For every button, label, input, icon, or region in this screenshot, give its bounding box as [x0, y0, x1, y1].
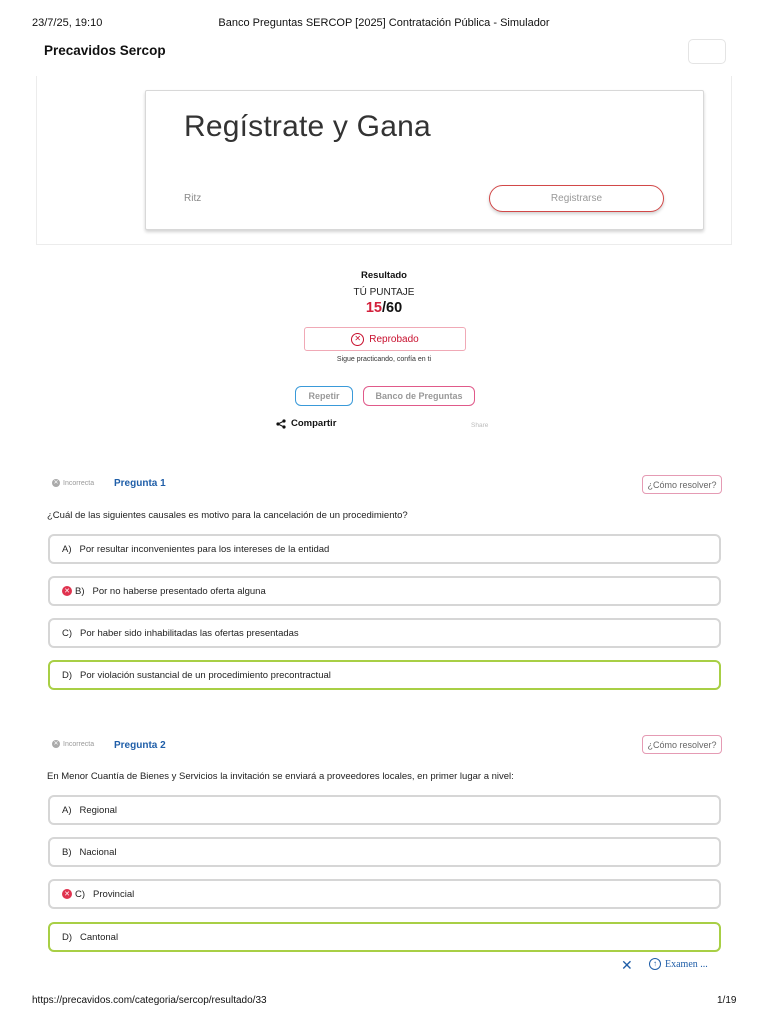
share-button[interactable] [276, 418, 336, 429]
score-obtained: 15 [365, 300, 382, 316]
option-letter: A) [62, 804, 72, 816]
option-text: Por no haberse presentado oferta alguna [92, 585, 266, 597]
question-bank-button[interactable]: Banco de Preguntas [363, 386, 475, 406]
incorrect-icon: ✕ [53, 480, 59, 486]
print-footer-url: https://precavidos.com/categoria/sercop/resultado/33 [32, 995, 267, 1006]
how-to-solve-button[interactable]: ¿Cómo resolver? [642, 475, 722, 494]
option-letter: B) [75, 585, 85, 597]
question-status [52, 479, 94, 487]
question-text: ¿Cuál de las siguientes causales es motivo para la cancelación de un procedimiento? [47, 510, 408, 521]
option-letter: D) [62, 931, 73, 943]
option-letter: A) [62, 543, 72, 555]
score [0, 300, 768, 316]
question-number: Pregunta 1 [114, 478, 166, 489]
option-text: Por haber sido inhabilitadas las ofertas presentadas [80, 627, 299, 639]
share-label: Compartir [291, 418, 337, 429]
option-letter: B) [62, 846, 72, 858]
share-icon [276, 419, 286, 429]
print-footer-page: 1/19 [717, 995, 737, 1006]
option-text: Por resultar inconvenientes para los intereses de la entidad [79, 543, 330, 555]
option-text: Regional [79, 804, 117, 816]
option-letter: C) [75, 888, 86, 900]
close-icon[interactable]: ✕ [621, 957, 633, 973]
repeat-button[interactable]: Repetir [295, 386, 353, 406]
answer-option[interactable] [48, 837, 721, 867]
option-text: Provincial [93, 888, 135, 900]
answer-option-correct[interactable] [48, 922, 721, 952]
status-badge [304, 327, 466, 351]
question-number: Pregunta 2 [114, 740, 166, 751]
exam-label: Examen ... [665, 958, 708, 970]
encouragement-text: Sigue practicando, confía en ti [336, 356, 432, 363]
score-label: TÚ PUNTAJE [353, 287, 415, 298]
answer-option[interactable] [48, 534, 721, 564]
arrow-up-icon: ↑ [649, 958, 661, 970]
question-text: En Menor Cuantía de Bienes y Servicios la invitación se enviará a proveedores locales, en primer lugar a nivel: [47, 771, 514, 782]
score-total: /60 [381, 300, 403, 316]
wrong-answer-icon: ✕ [62, 586, 72, 596]
menu-button[interactable] [688, 39, 726, 64]
site-title[interactable]: Precavidos Sercop [44, 43, 166, 58]
how-to-solve-button[interactable]: ¿Cómo resolver? [642, 735, 722, 754]
ad-brand: Ritz [184, 193, 202, 204]
question-status [52, 740, 94, 748]
incorrect-icon: ✕ [53, 741, 59, 747]
answer-option-selected-wrong[interactable] [48, 879, 721, 909]
print-date: 23/7/25, 19:10 [32, 17, 103, 29]
fail-icon: ✕ [351, 333, 364, 346]
option-letter: D) [62, 669, 73, 681]
result-heading: Resultado [361, 270, 407, 281]
print-title: Banco Preguntas SERCOP [2025] Contratación Pública - Simulador [218, 17, 550, 29]
option-text: Nacional [79, 846, 117, 858]
question-status-label: Incorrecta [63, 479, 95, 487]
option-text: Cantonal [80, 931, 119, 943]
answer-option-correct[interactable] [48, 660, 721, 690]
ad-headline: Regístrate y Gana [184, 110, 431, 143]
status-text: Reprobado [369, 333, 419, 345]
answer-option[interactable] [48, 795, 721, 825]
ad-register-button[interactable]: Registrarse [489, 185, 664, 212]
option-text: Por violación sustancial de un procedimiento precontractual [80, 669, 331, 681]
option-letter: C) [62, 627, 73, 639]
question-status-label: Incorrecta [63, 740, 95, 748]
answer-option-selected-wrong[interactable] [48, 576, 721, 606]
answer-option[interactable] [48, 618, 721, 648]
exam-link[interactable] [649, 958, 708, 970]
share-small-label: Share [471, 422, 489, 429]
wrong-answer-icon: ✕ [62, 889, 72, 899]
